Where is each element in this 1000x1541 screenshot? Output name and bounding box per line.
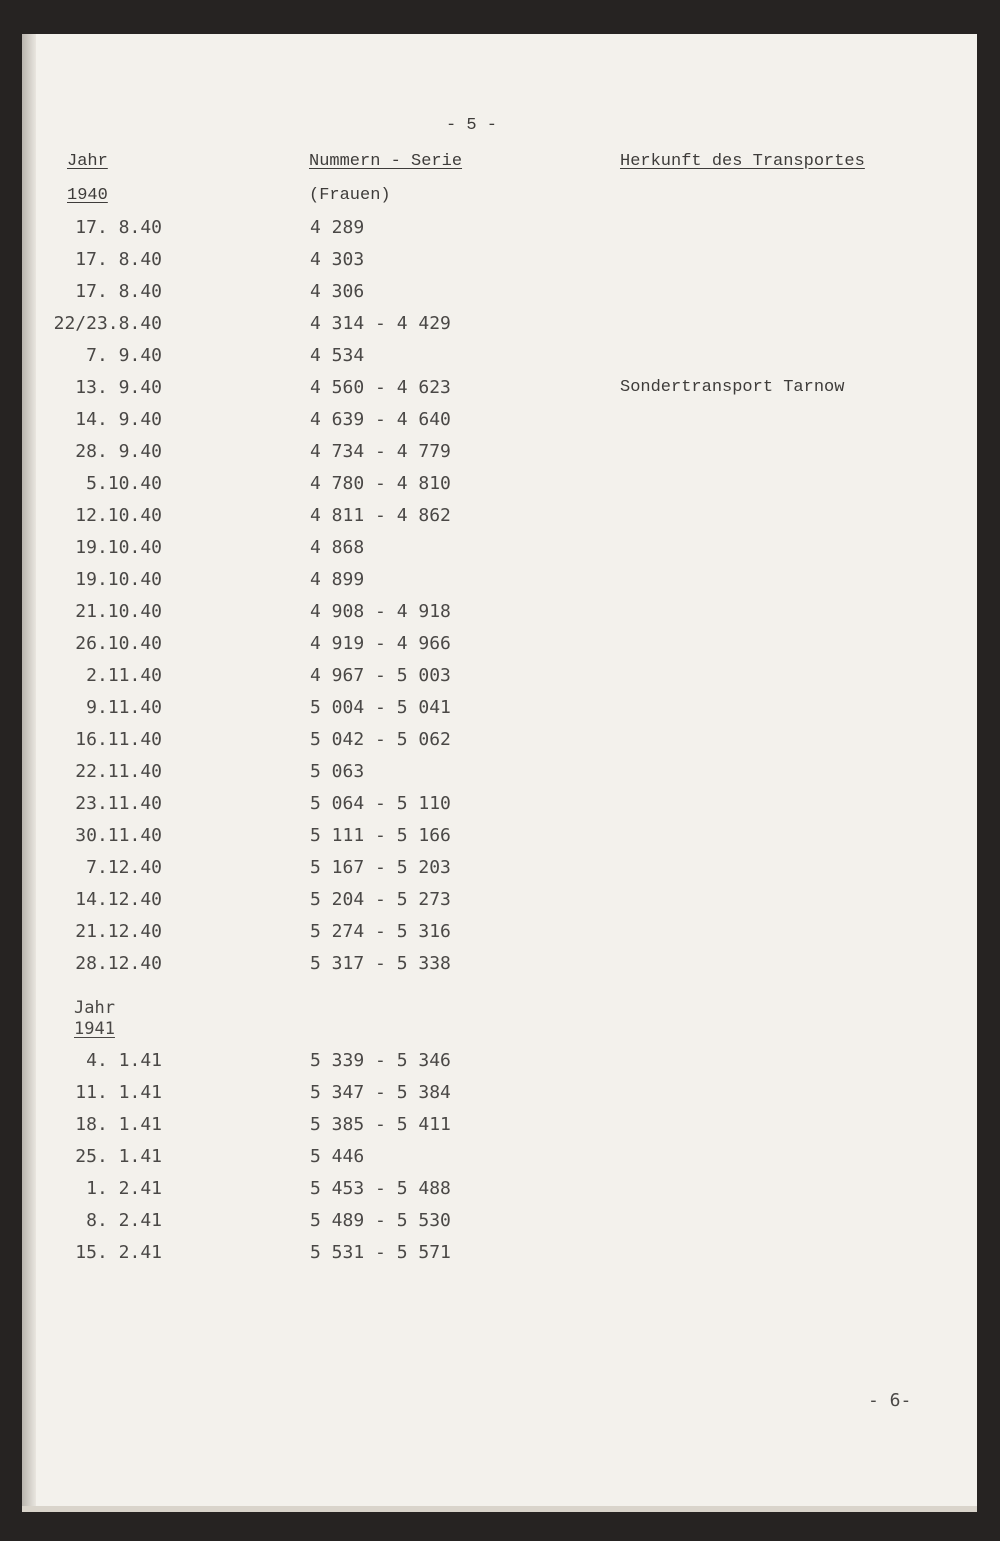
row-date: 5.10.40 [86,473,162,494]
year-1940: 1940 [67,186,108,205]
document-page [22,34,977,1512]
row-numbers: 4 306 [310,281,365,302]
row-date: 21.12.40 [75,921,162,942]
row-numbers: 4 868 [310,537,365,558]
header-numbers: Nummern - Serie [309,152,463,171]
row-numbers: 4 289 [310,217,365,238]
row-numbers: 5 453 - 5 488 [310,1178,451,1199]
row-date: 7. 9.40 [86,345,162,366]
row-date: 1. 2.41 [86,1178,162,1199]
row-date: 26.10.40 [75,633,162,654]
row-date: 25. 1.41 [75,1146,162,1167]
row-numbers: 5 042 - 5 062 [310,729,451,750]
row-date: 7.12.40 [86,857,162,878]
row-numbers: 5 531 - 5 571 [310,1242,451,1263]
next-page-marker: - 6- [868,1390,912,1411]
row-numbers: 4 734 - 4 779 [310,441,451,462]
row-date: 17. 8.40 [75,281,162,302]
row-numbers: 5 204 - 5 273 [310,889,451,910]
header-origin: Herkunft des Transportes [620,152,865,171]
row-date: 14.12.40 [75,889,162,910]
row-numbers: 4 811 - 4 862 [310,505,451,526]
row-date: 9.11.40 [86,697,162,718]
row-date: 4. 1.41 [86,1050,162,1071]
row-date: 19.10.40 [75,537,162,558]
row-numbers: 5 446 [310,1146,365,1167]
row-numbers: 4 560 - 4 623 [310,377,451,398]
row-numbers: 4 899 [310,569,365,590]
row-numbers: 5 111 - 5 166 [310,825,451,846]
binding-gutter [22,34,36,1512]
row-date: 28. 9.40 [75,441,162,462]
row-numbers: 5 347 - 5 384 [310,1082,451,1103]
row-date: 17. 8.40 [75,249,162,270]
row-numbers: 4 919 - 4 966 [310,633,451,654]
row-date: 23.11.40 [75,793,162,814]
row-date: 28.12.40 [75,953,162,974]
row-numbers: 5 489 - 5 530 [310,1210,451,1231]
header-year: Jahr [67,152,108,171]
row-numbers: 4 967 - 5 003 [310,665,451,686]
row-numbers: 4 780 - 4 810 [310,473,451,494]
row-date: 13. 9.40 [75,377,162,398]
page-edge [22,1506,977,1512]
row-numbers: 5 004 - 5 041 [310,697,451,718]
row-date: 22/23.8.40 [53,313,162,334]
row-numbers: 5 385 - 5 411 [310,1114,451,1135]
row-numbers: 4 534 [310,345,365,366]
year-1941-label: Jahr [74,998,115,1018]
row-numbers: 5 064 - 5 110 [310,793,451,814]
row-numbers: 5 274 - 5 316 [310,921,451,942]
year-1941: 1941 [74,1019,115,1039]
row-date: 30.11.40 [75,825,162,846]
row-numbers: 4 908 - 4 918 [310,601,451,622]
row-date: 16.11.40 [75,729,162,750]
row-date: 19.10.40 [75,569,162,590]
row-date: 12.10.40 [75,505,162,526]
row-date: 17. 8.40 [75,217,162,238]
women-label: (Frauen) [309,186,391,205]
row-numbers: 4 314 - 4 429 [310,313,451,334]
row-date: 15. 2.41 [75,1242,162,1263]
row-date: 11. 1.41 [75,1082,162,1103]
row-date: 22.11.40 [75,761,162,782]
page-number: - 5 - [446,116,498,135]
row-numbers: 5 339 - 5 346 [310,1050,451,1071]
row-date: 2.11.40 [86,665,162,686]
row-numbers: 5 167 - 5 203 [310,857,451,878]
row-date: 8. 2.41 [86,1210,162,1231]
row-origin: Sondertransport Tarnow [620,378,845,397]
row-numbers: 4 639 - 4 640 [310,409,451,430]
row-date: 14. 9.40 [75,409,162,430]
row-numbers: 5 317 - 5 338 [310,953,451,974]
row-numbers: 5 063 [310,761,365,782]
row-date: 21.10.40 [75,601,162,622]
row-numbers: 4 303 [310,249,365,270]
row-date: 18. 1.41 [75,1114,162,1135]
